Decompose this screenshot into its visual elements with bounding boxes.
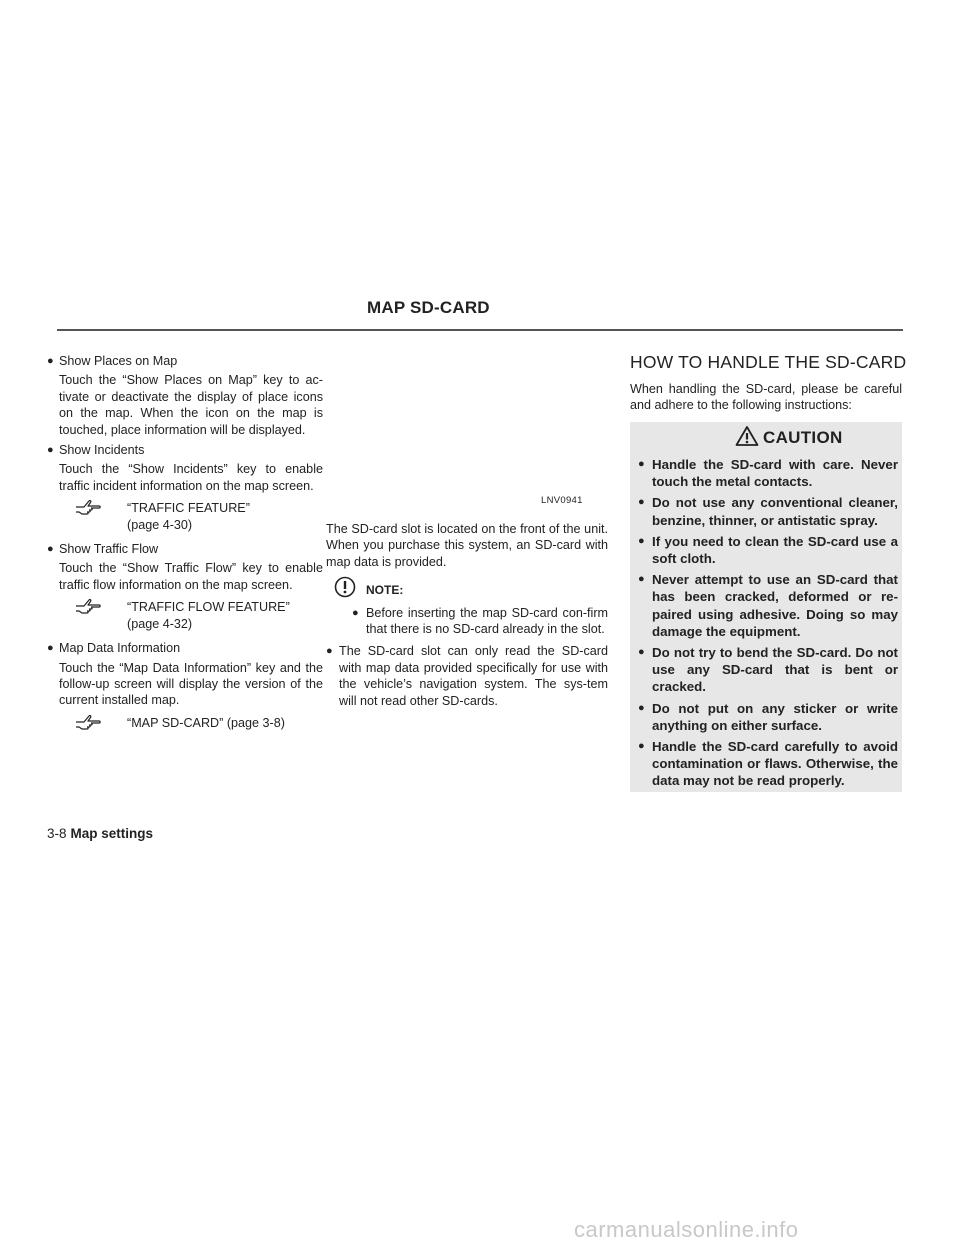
caution-item: ● Do not try to bend the SD-card. Do not use any SD-card that is bent or cracked. — [638, 644, 898, 696]
figure-label: LNV0941 — [541, 495, 583, 506]
list-item-label: ● Show Traffic Flow — [47, 541, 323, 557]
list-item-text: Touch the “Map Data Information” key and the follow-up screen will display the version of the current installed map. — [59, 660, 323, 708]
middle-column — [326, 521, 608, 713]
list-item: ● The SD-card slot can only read the SD-card with map data provided specifically for use with the vehicle’s navigation system. The sys-tem will not read other SD-cards. — [326, 643, 608, 709]
list-item-label: ● Show Incidents — [47, 442, 323, 458]
page-reference — [47, 599, 323, 632]
caution-box — [630, 422, 902, 792]
section-divider — [57, 329, 903, 331]
reference-title[interactable]: “TRAFFIC FLOW FEATURE” — [127, 600, 290, 615]
left-column — [47, 353, 323, 739]
pointing-hand-icon — [75, 498, 101, 516]
reference-title[interactable]: “MAP SD-CARD” (page 3-8) — [127, 715, 285, 730]
caution-item: ● Do not use any conventional cleaner, benzine, thinner, or antistatic spray. — [638, 494, 898, 528]
page-reference — [47, 500, 323, 533]
note-label: NOTE: — [366, 583, 404, 598]
list-item-text: Touch the “Show Incidents” key to enable traffic incident information on the map screen. — [59, 462, 323, 493]
list-item-label: ● Map Data Information — [47, 640, 323, 656]
caution-heading — [630, 422, 902, 450]
watermark — [0, 1213, 960, 1242]
note-icon — [334, 576, 356, 598]
watermark-text[interactable]: carmanualsonline.info — [574, 1217, 799, 1242]
caution-list — [630, 450, 902, 790]
pointing-hand-icon — [75, 713, 101, 731]
pointing-hand-icon — [75, 597, 101, 615]
intro-paragraph: When handling the SD-card, please be careful and adhere to the following instructions: — [630, 382, 902, 413]
reference-page[interactable]: (page 4-30) — [127, 517, 193, 532]
subsection-heading: HOW TO HANDLE THE SD-CARD — [630, 352, 907, 372]
caution-item: ● Do not put on any sticker or write anything on either surface. — [638, 700, 898, 734]
chapter-title: Map settings — [70, 826, 154, 841]
list-item-label: ● Show Places on Map — [47, 353, 323, 369]
page-reference — [47, 715, 323, 731]
page-footer — [47, 826, 153, 841]
caution-item: ● Never attempt to use an SD-card that has been cracked, deformed or re-paired using adhesive. Doing so may damage the equipment. — [638, 571, 898, 640]
reference-page[interactable]: (page 4-32) — [127, 616, 193, 631]
caution-item: ● Handle the SD-card with care. Never touch the metal contacts. — [638, 456, 898, 490]
caution-item: ● Handle the SD-card carefully to avoid contamination or flaws. Otherwise, the data may not be read properly. — [638, 738, 898, 790]
list-item-text: Touch the “Show Places on Map” key to ac-tivate or deactivate the display of place icons on the map. When the icon on the map is touched, place information will be displayed. — [59, 373, 323, 437]
note-heading — [326, 582, 608, 598]
page-number: 3-8 — [47, 826, 67, 841]
caution-label: CAUTION — [763, 428, 843, 447]
warning-triangle-icon — [735, 425, 759, 447]
section-title: MAP SD-CARD — [367, 298, 490, 317]
list-item-text: Touch the “Show Traffic Flow” key to enable traffic flow information on the map screen. — [59, 561, 323, 592]
slot-paragraph: The SD-card slot is located on the front of the unit. When you purchase this system, an SD-card with map data is provided. — [326, 522, 608, 569]
caution-item: ● If you need to clean the SD-card use a soft cloth. — [638, 533, 898, 567]
reference-title[interactable]: “TRAFFIC FEATURE” — [127, 501, 250, 516]
note-item: ● Before inserting the map SD-card con-firm that there is no SD-card already in the slot. — [340, 605, 608, 638]
